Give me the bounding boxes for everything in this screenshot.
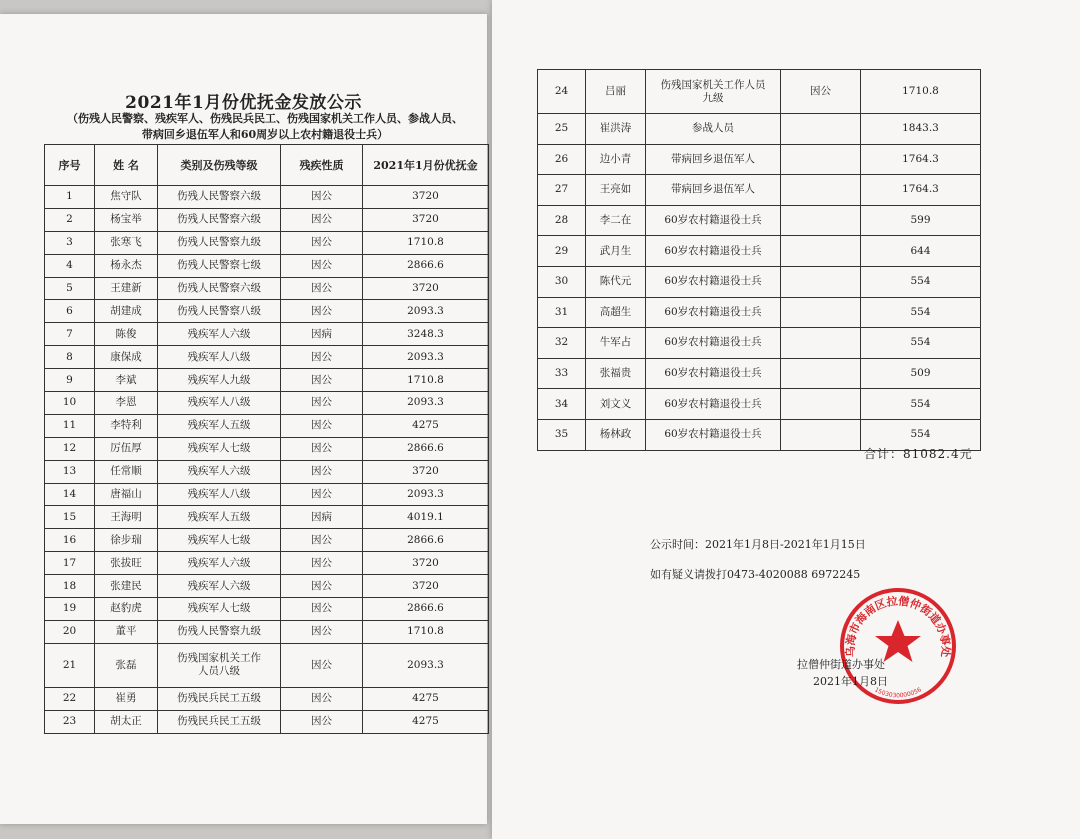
row-nature: 因公: [281, 687, 363, 710]
seal-code: 1503030000056: [873, 686, 923, 700]
row-index: 30: [538, 266, 586, 297]
table-row: [45, 346, 489, 369]
row-category: 残疾军人六级: [158, 323, 281, 346]
row-name: 杨永杰: [95, 254, 158, 277]
row-name: 边小青: [586, 144, 646, 175]
row-nature: 因公: [281, 460, 363, 483]
row-name: 李二在: [586, 205, 646, 236]
row-category: 伤残民兵民工五级: [158, 710, 281, 733]
table-row: [45, 506, 489, 529]
row-category: 60岁农村籍退役士兵: [646, 358, 781, 389]
row-category: 残疾军人九级: [158, 369, 281, 392]
row-nature: [781, 236, 861, 267]
row-name: 张寒飞: [95, 231, 158, 254]
row-category: 残疾军人八级: [158, 392, 281, 415]
row-category: 伤残人民警察六级: [158, 277, 281, 300]
row-name: 徐步瑞: [95, 529, 158, 552]
row-category: 伤残国家机关工作人员八级: [158, 643, 281, 687]
table-row: [538, 114, 981, 145]
row-index: 29: [538, 236, 586, 267]
row-category: 残疾军人六级: [158, 460, 281, 483]
row-category: 残疾军人六级: [158, 552, 281, 575]
table-row: [45, 254, 489, 277]
row-category: 带病回乡退伍军人: [646, 144, 781, 175]
row-nature: 因公: [281, 620, 363, 643]
row-amount: 4019.1: [363, 506, 489, 529]
row-index: 23: [45, 710, 95, 733]
row-index: 32: [538, 328, 586, 359]
row-nature: [781, 144, 861, 175]
row-amount: 3720: [363, 208, 489, 231]
row-category: 参战人员: [646, 114, 781, 145]
row-amount: 554: [861, 328, 981, 359]
row-nature: 因公: [281, 552, 363, 575]
row-nature: [781, 297, 861, 328]
row-nature: [781, 328, 861, 359]
row-name: 刘文义: [586, 389, 646, 420]
row-index: 20: [45, 620, 95, 643]
row-nature: [781, 266, 861, 297]
row-index: 15: [45, 506, 95, 529]
row-nature: 因公: [281, 643, 363, 687]
row-category: 残疾军人五级: [158, 506, 281, 529]
row-index: 3: [45, 231, 95, 254]
row-category: 残疾军人七级: [158, 437, 281, 460]
table-row: [45, 643, 489, 687]
row-nature: 因公: [281, 710, 363, 733]
seal-text: 乌海市海南区拉僧仲街道办事处: [843, 594, 953, 658]
total-amount: 合计：81082.4元: [864, 447, 973, 461]
row-index: 4: [45, 254, 95, 277]
row-category: 60岁农村籍退役士兵: [646, 419, 781, 450]
row-name: 崔洪涛: [586, 114, 646, 145]
table-row: [45, 710, 489, 733]
row-name: 张拔旺: [95, 552, 158, 575]
row-name: 牛军占: [586, 328, 646, 359]
row-amount: 554: [861, 419, 981, 450]
row-nature: 因公: [281, 300, 363, 323]
row-nature: 因公: [281, 346, 363, 369]
row-nature: 因公: [281, 575, 363, 598]
table-row: [45, 208, 489, 231]
document-title: 2021年1月份优抚金发放公示: [125, 93, 362, 113]
header-amount: 2021年1月份优抚金: [363, 145, 489, 186]
row-amount: 2866.6: [363, 529, 489, 552]
table-row: [538, 297, 981, 328]
row-amount: 509: [861, 358, 981, 389]
table-row: [538, 328, 981, 359]
row-category: 伤残人民警察六级: [158, 208, 281, 231]
row-name: 李斌: [95, 369, 158, 392]
row-index: 14: [45, 483, 95, 506]
row-index: 10: [45, 392, 95, 415]
row-amount: 2866.6: [363, 437, 489, 460]
table-row: [538, 175, 981, 206]
row-category: 伤残人民警察九级: [158, 620, 281, 643]
row-index: 9: [45, 369, 95, 392]
row-amount: 3720: [363, 552, 489, 575]
row-category: 伤残人民警察七级: [158, 254, 281, 277]
row-amount: 599: [861, 205, 981, 236]
row-name: 胡太正: [95, 710, 158, 733]
table-row: [538, 389, 981, 420]
row-index: 33: [538, 358, 586, 389]
row-index: 25: [538, 114, 586, 145]
row-index: 27: [538, 175, 586, 206]
row-name: 崔勇: [95, 687, 158, 710]
row-index: 12: [45, 437, 95, 460]
row-amount: 3720: [363, 186, 489, 209]
row-category: 残疾军人八级: [158, 483, 281, 506]
row-index: 11: [45, 414, 95, 437]
row-amount: 1764.3: [861, 175, 981, 206]
row-name: 康保成: [95, 346, 158, 369]
header-index: 序号: [45, 145, 95, 186]
row-name: 陈代元: [586, 266, 646, 297]
row-amount: 4275: [363, 687, 489, 710]
row-nature: 因公: [281, 208, 363, 231]
row-amount: 2093.3: [363, 643, 489, 687]
document-subtitle: [40, 111, 490, 143]
issue-date: 2021年1月8日: [813, 675, 888, 688]
row-name: 武月生: [586, 236, 646, 267]
notice-period: 公示时间：2021年1月8日-2021年1月15日: [650, 538, 866, 551]
row-amount: 4275: [363, 414, 489, 437]
table-row: [45, 300, 489, 323]
header-nature: 残疾性质: [281, 145, 363, 186]
row-nature: 因公: [281, 392, 363, 415]
table-row: [538, 205, 981, 236]
table-row: [45, 323, 489, 346]
row-index: 35: [538, 419, 586, 450]
table-row: [45, 231, 489, 254]
row-amount: 4275: [363, 710, 489, 733]
row-index: 8: [45, 346, 95, 369]
right-page: [492, 0, 1080, 839]
row-nature: 因公: [281, 437, 363, 460]
row-amount: 1710.8: [363, 231, 489, 254]
row-name: 李特利: [95, 414, 158, 437]
row-amount: 2093.3: [363, 392, 489, 415]
row-nature: 因公: [281, 369, 363, 392]
table-row: [45, 529, 489, 552]
row-name: 王亮如: [586, 175, 646, 206]
row-index: 28: [538, 205, 586, 236]
row-index: 13: [45, 460, 95, 483]
row-nature: [781, 175, 861, 206]
row-name: 杨林政: [586, 419, 646, 450]
row-category: 60岁农村籍退役士兵: [646, 328, 781, 359]
row-category: 60岁农村籍退役士兵: [646, 389, 781, 420]
subtitle-line-1: （伤残人民警察、残疾军人、伤残民兵民工、伤残国家机关工作人员、参战人员、: [67, 112, 463, 125]
row-name: 唐福山: [95, 483, 158, 506]
row-nature: 因病: [281, 323, 363, 346]
row-nature: 因公: [281, 186, 363, 209]
official-seal-icon: [836, 584, 960, 708]
row-amount: 3720: [363, 575, 489, 598]
row-index: 22: [45, 687, 95, 710]
contact-info: 如有疑义请拨打0473-4020088 6972245: [650, 568, 861, 581]
row-name: 张建民: [95, 575, 158, 598]
issuing-office: 拉僧仲街道办事处: [797, 658, 885, 671]
row-category: 60岁农村籍退役士兵: [646, 236, 781, 267]
row-name: 厉伍厚: [95, 437, 158, 460]
row-index: 31: [538, 297, 586, 328]
table-row: [45, 369, 489, 392]
row-category: 伤残人民警察九级: [158, 231, 281, 254]
row-category: 60岁农村籍退役士兵: [646, 297, 781, 328]
table-row: [45, 483, 489, 506]
table-row: [45, 687, 489, 710]
row-amount: 1843.3: [861, 114, 981, 145]
row-index: 2: [45, 208, 95, 231]
row-nature: 因公: [281, 254, 363, 277]
row-nature: 因公: [281, 483, 363, 506]
row-amount: 1710.8: [363, 620, 489, 643]
row-amount: 554: [861, 266, 981, 297]
row-category: 伤残国家机关工作人员九级: [646, 70, 781, 114]
header-category: 类别及伤残等级: [158, 145, 281, 186]
header-name: 姓 名: [95, 145, 158, 186]
row-nature: 因病: [281, 506, 363, 529]
row-nature: 因公: [281, 231, 363, 254]
subtitle-line-2: 带病回乡退伍军人和60周岁以上农村籍退役士兵）: [141, 128, 389, 141]
row-name: 王海明: [95, 506, 158, 529]
row-nature: [781, 205, 861, 236]
row-index: 18: [45, 575, 95, 598]
row-name: 李恩: [95, 392, 158, 415]
row-nature: [781, 389, 861, 420]
row-amount: 554: [861, 297, 981, 328]
table-row: [45, 437, 489, 460]
row-amount: 3248.3: [363, 323, 489, 346]
row-name: 吕丽: [586, 70, 646, 114]
table-row: [538, 70, 981, 114]
row-amount: 3720: [363, 277, 489, 300]
row-amount: 2093.3: [363, 300, 489, 323]
table-row: [45, 620, 489, 643]
row-category: 60岁农村籍退役士兵: [646, 266, 781, 297]
row-name: 董平: [95, 620, 158, 643]
row-nature: 因公: [781, 70, 861, 114]
row-category: 残疾军人八级: [158, 346, 281, 369]
row-amount: 1764.3: [861, 144, 981, 175]
table-row: [538, 358, 981, 389]
table-row: [45, 277, 489, 300]
table-row: [45, 552, 489, 575]
row-category: 伤残民兵民工五级: [158, 687, 281, 710]
row-index: 7: [45, 323, 95, 346]
table-row: [45, 392, 489, 415]
row-category: 残疾军人五级: [158, 414, 281, 437]
row-index: 16: [45, 529, 95, 552]
row-index: 6: [45, 300, 95, 323]
row-amount: 1710.8: [363, 369, 489, 392]
row-amount: 1710.8: [861, 70, 981, 114]
row-name: 任常顺: [95, 460, 158, 483]
row-name: 张福贵: [586, 358, 646, 389]
row-amount: 2093.3: [363, 346, 489, 369]
row-nature: [781, 419, 861, 450]
table-row: [45, 598, 489, 621]
row-index: 26: [538, 144, 586, 175]
table-header-row: [45, 145, 489, 186]
row-category: 残疾军人七级: [158, 598, 281, 621]
row-nature: [781, 358, 861, 389]
row-category: 伤残人民警察八级: [158, 300, 281, 323]
row-index: 1: [45, 186, 95, 209]
row-category: 残疾军人七级: [158, 529, 281, 552]
row-name: 张磊: [95, 643, 158, 687]
row-index: 17: [45, 552, 95, 575]
row-name: 赵豹虎: [95, 598, 158, 621]
table-row: [45, 414, 489, 437]
payment-table-left: [44, 144, 489, 734]
row-name: 王建新: [95, 277, 158, 300]
row-nature: [781, 114, 861, 145]
payment-table-right: [537, 69, 981, 451]
table-row: [45, 575, 489, 598]
row-nature: 因公: [281, 414, 363, 437]
row-name: 焦守队: [95, 186, 158, 209]
row-category: 60岁农村籍退役士兵: [646, 205, 781, 236]
row-index: 19: [45, 598, 95, 621]
row-index: 5: [45, 277, 95, 300]
table-row: [45, 460, 489, 483]
row-name: 陈俊: [95, 323, 158, 346]
row-index: 21: [45, 643, 95, 687]
row-name: 胡建成: [95, 300, 158, 323]
row-nature: 因公: [281, 529, 363, 552]
row-category: 残疾军人六级: [158, 575, 281, 598]
row-name: 高超生: [586, 297, 646, 328]
row-index: 24: [538, 70, 586, 114]
left-page: [0, 14, 487, 824]
row-amount: 2866.6: [363, 598, 489, 621]
row-category: 伤残人民警察六级: [158, 186, 281, 209]
row-index: 34: [538, 389, 586, 420]
row-amount: 554: [861, 389, 981, 420]
row-category: 带病回乡退伍军人: [646, 175, 781, 206]
row-amount: 2866.6: [363, 254, 489, 277]
table-row: [538, 266, 981, 297]
row-nature: 因公: [281, 277, 363, 300]
table-row: [45, 186, 489, 209]
table-row: [538, 236, 981, 267]
row-amount: 644: [861, 236, 981, 267]
table-row: [538, 144, 981, 175]
row-name: 杨宝举: [95, 208, 158, 231]
row-amount: 3720: [363, 460, 489, 483]
row-amount: 2093.3: [363, 483, 489, 506]
row-nature: 因公: [281, 598, 363, 621]
